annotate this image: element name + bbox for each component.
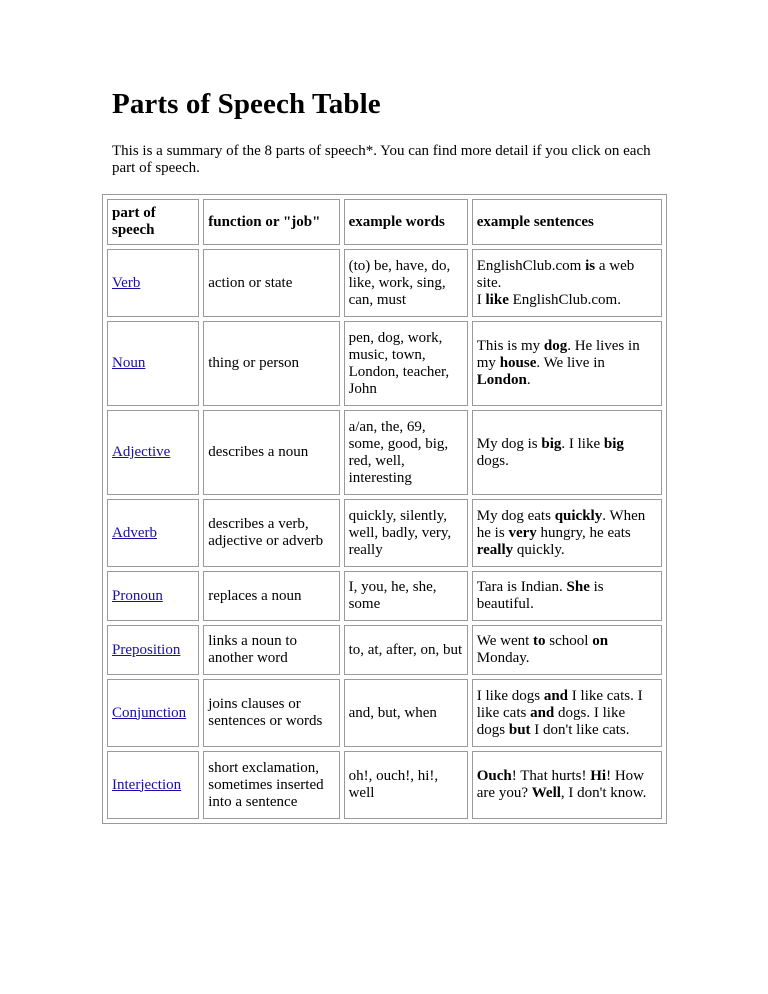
sentence-text: , I don't know. — [560, 785, 647, 801]
sentence-text: is beautiful. — [476, 579, 604, 612]
bold-example-word: very — [508, 524, 537, 541]
bold-example-word: dog — [543, 338, 568, 354]
part-of-speech-link[interactable]: Verb — [112, 274, 141, 291]
sentence-text: I like cats. I like cats — [476, 687, 643, 721]
example-sentence-cell — [472, 751, 662, 819]
sentence-text: dogs. — [476, 452, 509, 469]
part-cell — [107, 249, 199, 317]
function-cell: links a noun to another word — [203, 625, 339, 675]
bold-example-word: and — [543, 687, 569, 704]
example-words-cell: oh!, ouch!, hi!, well — [344, 751, 468, 819]
part-cell — [107, 625, 199, 675]
function-cell: short exclamation, sometimes inserted into a sentence — [203, 751, 339, 819]
part-cell — [107, 410, 199, 495]
page-title: Parts of Speech Table — [112, 88, 381, 120]
function-cell: describes a verb, adjective or adverb — [203, 499, 339, 567]
part-of-speech-link[interactable]: Pronoun — [112, 587, 163, 604]
intro-paragraph: This is a summary of the 8 parts of speech*. You can find more detail if you click on each part of speech. — [112, 143, 651, 176]
part-of-speech-link[interactable]: Conjunction — [112, 704, 187, 721]
header-part-of-speech: part of speech — [107, 199, 199, 245]
sentence-text: ! That hurts! — [511, 768, 591, 784]
example-sentence-cell — [472, 571, 662, 621]
sentence-text: My dog is — [476, 435, 542, 452]
table-header-row — [107, 199, 662, 245]
example-sentence-cell — [472, 321, 662, 406]
sentence-text: . We live in — [536, 355, 605, 371]
part-of-speech-link[interactable]: Preposition — [112, 641, 181, 658]
header-function: function or "job" — [203, 199, 339, 245]
bold-example-word: but — [508, 721, 531, 738]
table-row — [107, 751, 662, 819]
function-cell: replaces a noun — [203, 571, 339, 621]
sentence-text: . I like — [561, 435, 604, 452]
part-of-speech-link[interactable]: Adverb — [112, 524, 157, 541]
sentence-text: a web site. — [476, 257, 635, 291]
bold-example-word: big — [541, 435, 562, 452]
sentence-text: We went — [476, 633, 534, 649]
example-sentence-cell — [472, 625, 662, 675]
example-sentence-cell — [472, 679, 662, 747]
example-words-cell: to, at, after, on, but — [344, 625, 468, 675]
sentence-text: . — [526, 372, 531, 388]
parts-of-speech-table — [102, 194, 667, 824]
table-body — [107, 249, 662, 819]
bold-example-word: quickly — [554, 507, 603, 524]
example-sentence-cell — [472, 410, 662, 495]
function-cell: joins clauses or sentences or words — [203, 679, 339, 747]
sentence-text: dogs. I like dogs — [476, 704, 626, 738]
example-words-cell: (to) be, have, do, like, work, sing, can, must — [344, 249, 468, 317]
part-cell — [107, 499, 199, 567]
part-of-speech-link[interactable]: Interjection — [112, 776, 182, 793]
example-sentence-cell — [472, 249, 662, 317]
sentence-text: . He lives in my — [476, 338, 640, 371]
example-words-cell: and, but, when — [344, 679, 468, 747]
table-row — [107, 410, 662, 495]
example-words-cell: quickly, silently, well, badly, very, really — [344, 499, 468, 567]
sentence-text: I don't like cats. — [530, 721, 630, 738]
sentence-text: quickly. — [513, 541, 565, 558]
function-cell: thing or person — [203, 321, 339, 406]
sentence-text: This is my — [476, 338, 544, 354]
sentence-text: . When he is — [476, 507, 646, 541]
bold-example-word: on — [592, 633, 609, 649]
part-cell — [107, 321, 199, 406]
bold-example-word: like — [485, 291, 509, 308]
sentence-text: My dog eats — [476, 507, 555, 524]
header-example-words: example words — [344, 199, 468, 245]
part-cell — [107, 571, 199, 621]
example-words-cell: a/an, the, 69, some, good, big, red, well, interesting — [344, 410, 468, 495]
part-of-speech-link[interactable]: Noun — [112, 355, 146, 371]
sentence-text: Tara is Indian. — [476, 579, 567, 595]
sentence-text: EnglishClub.com — [476, 257, 586, 274]
bold-example-word: and — [530, 704, 555, 721]
sentence-text: EnglishClub.com. — [508, 291, 621, 308]
table-row — [107, 625, 662, 675]
bold-example-word: house — [499, 355, 537, 371]
example-words-cell: I, you, he, she, some — [344, 571, 468, 621]
table-row — [107, 321, 662, 406]
bold-example-word: Ouch — [476, 768, 512, 784]
table-row — [107, 679, 662, 747]
bold-example-word: London — [476, 372, 527, 388]
bold-example-word: She — [566, 579, 590, 595]
example-words-cell: pen, dog, work, music, town, London, teacher, John — [344, 321, 468, 406]
header-example-sentences: example sentences — [472, 199, 662, 245]
table-row — [107, 499, 662, 567]
sentence-text: I — [476, 291, 486, 308]
bold-example-word: Well — [531, 785, 561, 801]
bold-example-word: to — [533, 633, 546, 649]
bold-example-word: big — [603, 435, 624, 452]
example-sentence-cell — [472, 499, 662, 567]
bold-example-word: Hi — [590, 768, 607, 784]
function-cell: action or state — [203, 249, 339, 317]
part-cell — [107, 679, 199, 747]
bold-example-word: really — [476, 541, 514, 558]
table-row — [107, 249, 662, 317]
sentence-text: ! How are you? — [476, 768, 645, 801]
sentence-text: school — [545, 633, 593, 649]
part-of-speech-link[interactable]: Adjective — [112, 444, 171, 460]
function-cell: describes a noun — [203, 410, 339, 495]
part-cell — [107, 751, 199, 819]
sentence-text: Monday. — [476, 650, 530, 666]
sentence-text: hungry, he eats — [536, 524, 631, 541]
table-row — [107, 571, 662, 621]
bold-example-word: is — [585, 257, 596, 274]
sentence-text: I like dogs — [476, 687, 544, 704]
